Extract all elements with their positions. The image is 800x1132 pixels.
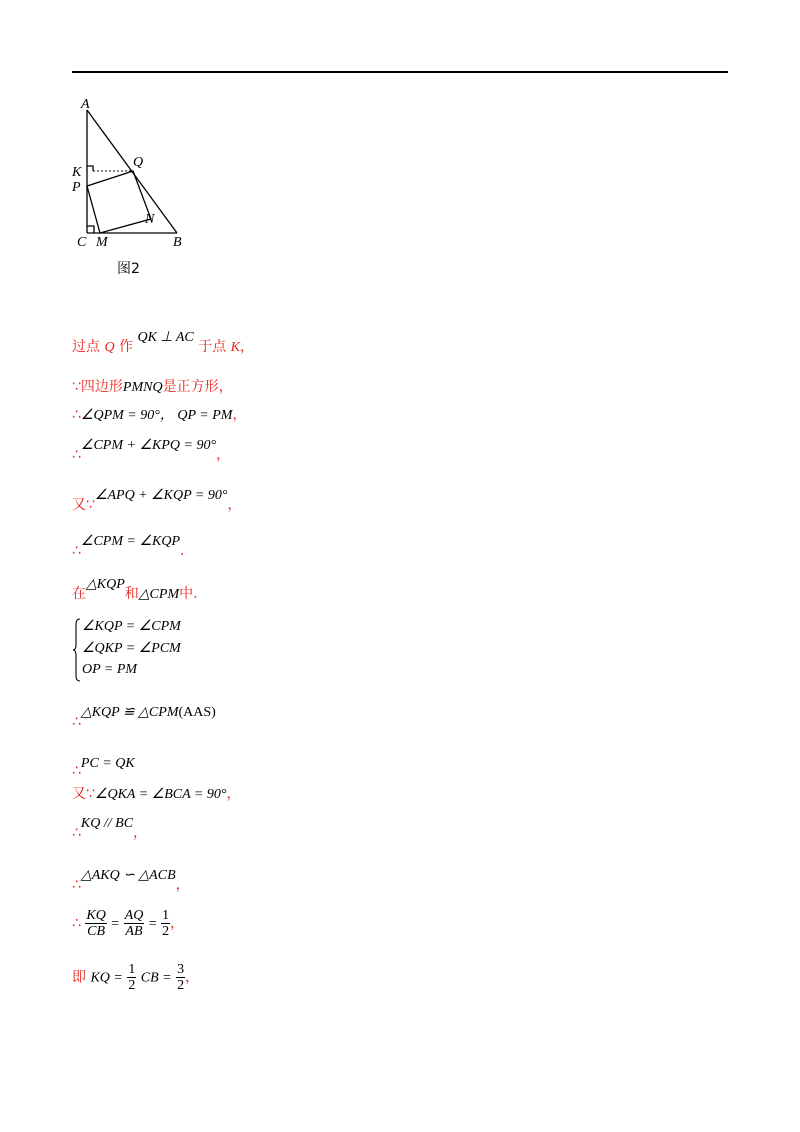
label-A: A bbox=[81, 97, 90, 112]
fraction-half: $\frac{1}{2}$ bbox=[128, 962, 136, 993]
figure-caption: 图2 bbox=[117, 261, 140, 277]
proof-line-9: ∴PC = QK bbox=[72, 756, 135, 779]
fraction-AQ-AB: $\frac{AQ}{AB}$ bbox=[124, 908, 144, 939]
proof-line-3: ∴∠QPM = 90°， QP = PM， bbox=[72, 407, 247, 423]
proof-line-1: 过点 Q 作 QK ⊥ AC 于点 K， bbox=[72, 330, 255, 355]
proof-line-12: ∴△AKQ ∽ △ACB， bbox=[72, 868, 190, 893]
system-row-3: OP = PM bbox=[82, 662, 138, 677]
proof-line-11: ∴KQ // BC， bbox=[72, 816, 148, 841]
proof-line-10: 又∵∠QKA = ∠BCA = 90°， bbox=[72, 786, 241, 802]
left-brace bbox=[72, 618, 82, 682]
fraction-1-2: $\frac{1}{2}$ bbox=[162, 908, 170, 939]
proof-line-2: ∵四边形PMNQ是正方形， bbox=[72, 379, 233, 395]
label-Q: Q bbox=[133, 155, 144, 170]
proof-line-4: ∴∠CPM + ∠KPQ = 90°， bbox=[72, 438, 231, 463]
system-row-1: ∠KQP = ∠CPM bbox=[82, 619, 181, 634]
label-N: N bbox=[145, 212, 155, 227]
right-angle-K bbox=[87, 166, 93, 171]
proof-line-7: 在△KQP和△CPM中. bbox=[72, 577, 198, 602]
label-C: C bbox=[77, 235, 87, 250]
system-row-2: ∠QKP = ∠PCM bbox=[82, 641, 181, 656]
right-angle-C bbox=[87, 226, 94, 233]
label-P: P bbox=[72, 180, 81, 195]
proof-line-8: ∴△KQP ≌ △CPM(AAS) bbox=[72, 705, 216, 730]
label-B: B bbox=[173, 235, 182, 250]
fraction-KQ-CB: $\frac{KQ}{CB}$ bbox=[86, 908, 106, 939]
proof-line-14: 即 KQ = $\frac{1}{2}$ CB = $\frac{3}{2}$ ， bbox=[72, 962, 200, 993]
square-PMNQ bbox=[87, 171, 151, 233]
proof-line-13: ∴ $\frac{KQ}{CB}$ = $\frac{AQ}{AB}$ = $\frac{1}{2}$ ， bbox=[72, 908, 185, 939]
proof-line-5: 又∵∠APQ + ∠KQP = 90°， bbox=[72, 488, 242, 513]
label-K: K bbox=[72, 165, 82, 180]
label-M: M bbox=[96, 235, 108, 250]
proof-line-6: ∴∠CPM = ∠KQP. bbox=[72, 534, 185, 559]
fraction-three-halves: $\frac{3}{2}$ bbox=[177, 962, 185, 993]
geometry-figure bbox=[62, 92, 202, 252]
header-rule bbox=[72, 71, 728, 73]
